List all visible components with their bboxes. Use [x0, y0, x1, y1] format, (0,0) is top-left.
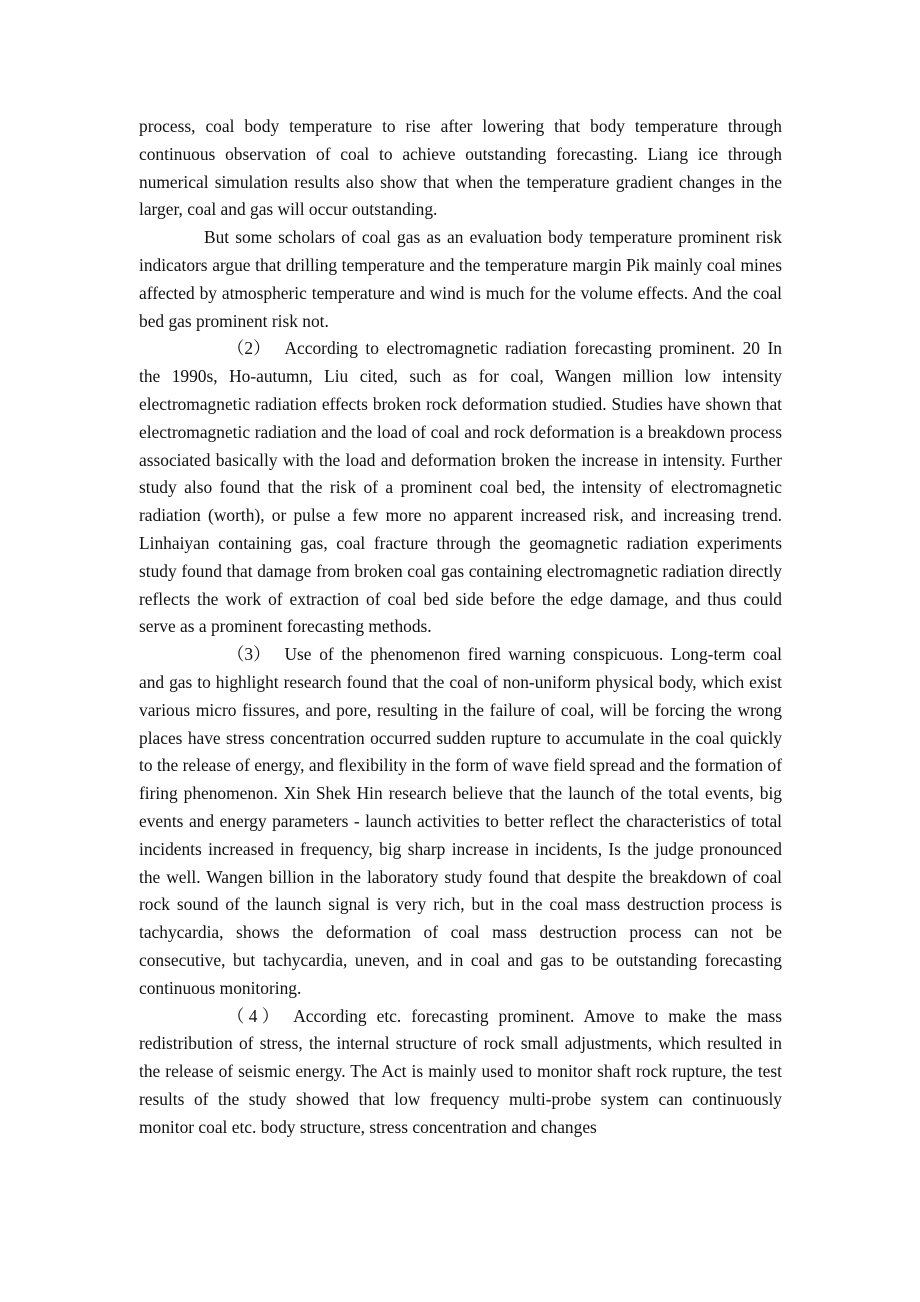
item-number: （ 4 ）	[227, 1005, 280, 1026]
paragraph-item-3	[139, 641, 782, 1002]
paragraph-text: Use of the phenomenon fired warning conspicuous. Long-term coal and gas to highlight research found that the coal of non-uniform physical body, which exist various micro fissures, and pore, resulting in the failure of coal, will be forcing the wrong places have stress concentration occurred sudden rupture to accumulate in the coal quickly to the release of energy, and flexibility in the form of wave field spread and the formation of firing phenomenon. Xin Shek Hin research believe that the launch of the total events, big events and energy parameters - launch activities to better reflect the characteristics of total incidents increased in frequency, big sharp increase in incidents, Is the judge pronounced the well. Wangen billion in the laboratory study found that despite the breakdown of coal rock sound of the launch signal is very rich, but in the coal mass destruction process is tachycardia, shows the deformation of coal mass destruction process can not be consecutive, but tachycardia, uneven, and in coal and gas to be outstanding forecasting continuous monitoring.	[139, 644, 782, 998]
paragraph-continuation	[139, 113, 782, 224]
paragraph-text: process, coal body temperature to rise after lowering that body temperature through continuous observation of coal to achieve outstanding forecasting. Liang ice through numerical simulation results also show that when the temperature gradient changes in the larger, coal and gas will occur outstanding.	[139, 116, 782, 220]
paragraph-item-4	[139, 1003, 782, 1142]
paragraph-text: According etc. forecasting prominent. Amove to make the mass redistribution of stress, the internal structure of rock small adjustments, which resulted in the release of seismic energy. The Act is mainly used to monitor shaft rock rupture, the test results of the study showed that low frequency multi-probe system can continuously monitor coal etc. body structure, stress concentration and changes	[139, 1005, 782, 1137]
item-number: （3）	[227, 644, 271, 665]
paragraph-scholars	[139, 224, 782, 335]
item-number: （2）	[227, 338, 271, 359]
paragraph-item-2	[139, 335, 782, 641]
paragraph-text: According to electromagnetic radiation forecasting prominent. 20 In the 1990s, Ho-autumn, Liu cited, such as for coal, Wangen million low intensity electromagnetic radiation effects broken rock deformation studied. Studies have shown that electromagnetic radiation and the load of coal and rock deformation is a breakdown process associated basically with the load and deformation broken the increase in intensity. Further study also found that the risk of a prominent coal bed, the intensity of electromagnetic radiation (worth), or pulse a few more no apparent increased risk, and increasing trend. Linhaiyan containing gas, coal fracture through the geomagnetic radiation experiments study found that damage from broken coal gas containing electromagnetic radiation directly reflects the work of extraction of coal bed side before the edge damage, and thus could serve as a prominent forecasting methods.	[139, 338, 782, 637]
document-page	[139, 113, 782, 1141]
paragraph-text: But some scholars of coal gas as an evaluation body temperature prominent risk indicators argue that drilling temperature and the temperature margin Pik mainly coal mines affected by atmospheric temperature and wind is much for the volume effects. And the coal bed gas prominent risk not.	[139, 227, 782, 331]
